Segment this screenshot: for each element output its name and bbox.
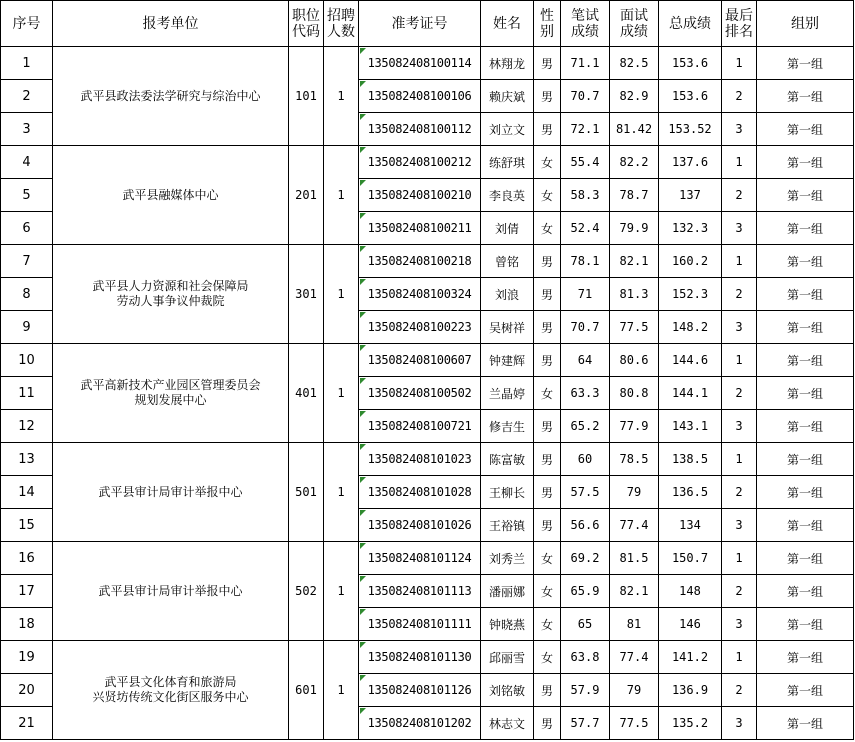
candidate-name-cell: 林翔龙 [481, 47, 534, 80]
exam-number-cell: 135082408101126 [359, 674, 481, 707]
unit-cell [53, 344, 289, 443]
written-score-cell: 57.5 [561, 476, 610, 509]
written-score-cell: 64 [561, 344, 610, 377]
total-score-cell: 136.5 [659, 476, 722, 509]
written-score-cell: 71 [561, 278, 610, 311]
header-rank: 最后 排名 [722, 1, 757, 47]
total-score-cell: 146 [659, 608, 722, 641]
seq-cell: 6 [1, 212, 53, 245]
table-row [1, 443, 854, 476]
table-row [1, 146, 854, 179]
header-group: 组别 [757, 1, 854, 47]
table-row [1, 344, 854, 377]
rank-cell: 1 [722, 47, 757, 80]
unit-name-line: 武平高新技术产业园区管理委员会 [80, 378, 261, 392]
exam-number-cell: 135082408101113 [359, 575, 481, 608]
candidate-name-cell: 刘浪 [481, 278, 534, 311]
seq-cell: 12 [1, 410, 53, 443]
gender-cell: 女 [534, 212, 561, 245]
written-score-cell: 60 [561, 443, 610, 476]
rank-cell: 2 [722, 179, 757, 212]
rank-cell: 3 [722, 410, 757, 443]
candidate-name-cell: 赖庆斌 [481, 80, 534, 113]
exam-number-cell: 135082408100502 [359, 377, 481, 410]
hire-count-cell: 1 [324, 146, 359, 245]
interview-score-cell: 81.42 [610, 113, 659, 146]
interview-score-cell: 81 [610, 608, 659, 641]
written-score-cell: 57.9 [561, 674, 610, 707]
candidate-name-cell: 刘秀兰 [481, 542, 534, 575]
gender-cell: 男 [534, 344, 561, 377]
rank-cell: 1 [722, 641, 757, 674]
total-score-cell: 143.1 [659, 410, 722, 443]
exam-number-cell: 135082408100114 [359, 47, 481, 80]
interview-score-cell: 79.9 [610, 212, 659, 245]
rank-cell: 2 [722, 674, 757, 707]
rank-cell: 2 [722, 575, 757, 608]
candidate-name-cell: 刘倩 [481, 212, 534, 245]
group-cell: 第一组 [757, 311, 854, 344]
header-written: 笔试 成绩 [561, 1, 610, 47]
written-score-cell: 65.2 [561, 410, 610, 443]
gender-cell: 男 [534, 476, 561, 509]
interview-score-cell: 79 [610, 674, 659, 707]
candidate-name-cell: 王柳长 [481, 476, 534, 509]
group-cell: 第一组 [757, 641, 854, 674]
group-cell: 第一组 [757, 707, 854, 740]
gender-cell: 男 [534, 674, 561, 707]
rank-cell: 1 [722, 443, 757, 476]
interview-score-cell: 80.6 [610, 344, 659, 377]
post-code-cell: 201 [289, 146, 324, 245]
unit-name-line: 武平县文化体育和旅游局 [104, 675, 237, 689]
interview-score-cell: 78.5 [610, 443, 659, 476]
unit-cell [53, 146, 289, 245]
exam-number-cell: 135082408100210 [359, 179, 481, 212]
hire-count-cell: 1 [324, 641, 359, 740]
gender-cell: 女 [534, 377, 561, 410]
total-score-cell: 152.3 [659, 278, 722, 311]
seq-cell: 9 [1, 311, 53, 344]
unit-name-line: 武平县审计局审计举报中心 [98, 583, 243, 598]
group-cell: 第一组 [757, 509, 854, 542]
written-score-cell: 72.1 [561, 113, 610, 146]
candidate-name-cell: 陈富敏 [481, 443, 534, 476]
header-hire-count: 招聘 人数 [324, 1, 359, 47]
unit-cell [53, 542, 289, 641]
group-cell: 第一组 [757, 443, 854, 476]
gender-cell: 男 [534, 443, 561, 476]
seq-cell: 16 [1, 542, 53, 575]
header-seq: 序号 [1, 1, 53, 47]
table-row [1, 245, 854, 278]
rank-cell: 2 [722, 80, 757, 113]
gender-cell: 女 [534, 542, 561, 575]
gender-cell: 女 [534, 608, 561, 641]
rank-cell: 3 [722, 608, 757, 641]
candidate-name-cell: 修吉生 [481, 410, 534, 443]
group-cell: 第一组 [757, 377, 854, 410]
rank-cell: 2 [722, 377, 757, 410]
written-score-cell: 58.3 [561, 179, 610, 212]
hire-count-cell: 1 [324, 344, 359, 443]
candidate-name-cell: 李良英 [481, 179, 534, 212]
unit-cell [53, 641, 289, 740]
exam-number-cell: 135082408100212 [359, 146, 481, 179]
seq-cell: 2 [1, 80, 53, 113]
header-total: 总成绩 [659, 1, 722, 47]
total-score-cell: 135.2 [659, 707, 722, 740]
seq-cell: 10 [1, 344, 53, 377]
post-code-cell: 301 [289, 245, 324, 344]
seq-cell: 18 [1, 608, 53, 641]
candidate-name-cell: 钟晓燕 [481, 608, 534, 641]
exam-number-cell: 135082408100211 [359, 212, 481, 245]
exam-number-cell: 135082408100106 [359, 80, 481, 113]
interview-score-cell: 82.9 [610, 80, 659, 113]
rank-cell: 1 [722, 542, 757, 575]
group-cell: 第一组 [757, 146, 854, 179]
written-score-cell: 57.7 [561, 707, 610, 740]
written-score-cell: 78.1 [561, 245, 610, 278]
seq-cell: 13 [1, 443, 53, 476]
total-score-cell: 137 [659, 179, 722, 212]
total-score-cell: 137.6 [659, 146, 722, 179]
exam-number-cell: 135082408100607 [359, 344, 481, 377]
candidate-name-cell: 钟建辉 [481, 344, 534, 377]
rank-cell: 1 [722, 245, 757, 278]
gender-cell: 女 [534, 641, 561, 674]
seq-cell: 7 [1, 245, 53, 278]
header-unit: 报考单位 [53, 1, 289, 47]
group-cell: 第一组 [757, 476, 854, 509]
gender-cell: 男 [534, 410, 561, 443]
total-score-cell: 144.1 [659, 377, 722, 410]
exam-number-cell: 135082408101111 [359, 608, 481, 641]
hire-count-cell: 1 [324, 47, 359, 146]
total-score-cell: 144.6 [659, 344, 722, 377]
total-score-cell: 136.9 [659, 674, 722, 707]
group-cell: 第一组 [757, 344, 854, 377]
group-cell: 第一组 [757, 575, 854, 608]
interview-score-cell: 77.9 [610, 410, 659, 443]
group-cell: 第一组 [757, 278, 854, 311]
gender-cell: 男 [534, 707, 561, 740]
seq-cell: 1 [1, 47, 53, 80]
exam-number-cell: 135082408100324 [359, 278, 481, 311]
post-code-cell: 501 [289, 443, 324, 542]
gender-cell: 男 [534, 113, 561, 146]
interview-score-cell: 82.1 [610, 575, 659, 608]
gender-cell: 男 [534, 80, 561, 113]
total-score-cell: 148.2 [659, 311, 722, 344]
hire-count-cell: 1 [324, 245, 359, 344]
interview-score-cell: 82.2 [610, 146, 659, 179]
table-row [1, 542, 854, 575]
gender-cell: 女 [534, 179, 561, 212]
seq-cell: 17 [1, 575, 53, 608]
candidate-name-cell: 邱丽雪 [481, 641, 534, 674]
total-score-cell: 160.2 [659, 245, 722, 278]
seq-cell: 11 [1, 377, 53, 410]
written-score-cell: 70.7 [561, 311, 610, 344]
post-code-cell: 601 [289, 641, 324, 740]
rank-cell: 1 [722, 146, 757, 179]
total-score-cell: 132.3 [659, 212, 722, 245]
unit-cell [53, 47, 289, 146]
interview-score-cell: 82.5 [610, 47, 659, 80]
rank-cell: 3 [722, 113, 757, 146]
hire-count-cell: 1 [324, 542, 359, 641]
rank-cell: 2 [722, 278, 757, 311]
written-score-cell: 52.4 [561, 212, 610, 245]
header-interview: 面试 成绩 [610, 1, 659, 47]
seq-cell: 8 [1, 278, 53, 311]
group-cell: 第一组 [757, 80, 854, 113]
exam-number-cell: 135082408100218 [359, 245, 481, 278]
gender-cell: 男 [534, 311, 561, 344]
rank-cell: 3 [722, 311, 757, 344]
exam-number-cell: 135082408101028 [359, 476, 481, 509]
exam-number-cell: 135082408101202 [359, 707, 481, 740]
seq-cell: 19 [1, 641, 53, 674]
group-cell: 第一组 [757, 674, 854, 707]
total-score-cell: 153.6 [659, 47, 722, 80]
group-cell: 第一组 [757, 212, 854, 245]
unit-cell [53, 443, 289, 542]
written-score-cell: 63.3 [561, 377, 610, 410]
exam-number-cell: 135082408100112 [359, 113, 481, 146]
unit-name-line: 武平县政法委法学研究与综治中心 [80, 88, 261, 103]
seq-cell: 21 [1, 707, 53, 740]
written-score-cell: 63.8 [561, 641, 610, 674]
rank-cell: 1 [722, 344, 757, 377]
header-post-code: 职位 代码 [289, 1, 324, 47]
candidate-name-cell: 林志文 [481, 707, 534, 740]
written-score-cell: 71.1 [561, 47, 610, 80]
unit-name-line: 兴贤坊传统文化街区服务中心 [92, 690, 249, 704]
group-cell: 第一组 [757, 410, 854, 443]
exam-number-cell: 135082408100223 [359, 311, 481, 344]
written-score-cell: 55.4 [561, 146, 610, 179]
gender-cell: 男 [534, 245, 561, 278]
exam-number-cell: 135082408101130 [359, 641, 481, 674]
table-row [1, 641, 854, 674]
gender-cell: 女 [534, 575, 561, 608]
gender-cell: 男 [534, 47, 561, 80]
seq-cell: 14 [1, 476, 53, 509]
total-score-cell: 153.6 [659, 80, 722, 113]
group-cell: 第一组 [757, 245, 854, 278]
seq-cell: 4 [1, 146, 53, 179]
interview-score-cell: 81.3 [610, 278, 659, 311]
group-cell: 第一组 [757, 113, 854, 146]
post-code-cell: 502 [289, 542, 324, 641]
candidate-name-cell: 曾铭 [481, 245, 534, 278]
unit-cell [53, 245, 289, 344]
candidate-name-cell: 刘铭敏 [481, 674, 534, 707]
exam-number-cell: 135082408101124 [359, 542, 481, 575]
hire-count-cell: 1 [324, 443, 359, 542]
written-score-cell: 65 [561, 608, 610, 641]
unit-name-line: 武平县融媒体中心 [122, 187, 219, 202]
candidate-name-cell: 吴树祥 [481, 311, 534, 344]
unit-name-line: 规划发展中心 [134, 393, 207, 407]
total-score-cell: 138.5 [659, 443, 722, 476]
total-score-cell: 134 [659, 509, 722, 542]
candidate-name-cell: 练舒琪 [481, 146, 534, 179]
gender-cell: 男 [534, 278, 561, 311]
seq-cell: 20 [1, 674, 53, 707]
gender-cell: 男 [534, 509, 561, 542]
candidate-name-cell: 王裕镇 [481, 509, 534, 542]
written-score-cell: 65.9 [561, 575, 610, 608]
header-gender: 性 别 [534, 1, 561, 47]
unit-name-line: 武平县审计局审计举报中心 [98, 484, 243, 499]
gender-cell: 女 [534, 146, 561, 179]
interview-score-cell: 79 [610, 476, 659, 509]
post-code-cell: 401 [289, 344, 324, 443]
unit-name-line: 武平县人力资源和社会保障局 [92, 279, 249, 293]
header-exam-no: 准考证号 [359, 1, 481, 47]
seq-cell: 5 [1, 179, 53, 212]
group-cell: 第一组 [757, 179, 854, 212]
rank-cell: 3 [722, 212, 757, 245]
interview-score-cell: 77.5 [610, 311, 659, 344]
header-name: 姓名 [481, 1, 534, 47]
table-row [1, 47, 854, 80]
candidate-name-cell: 刘立文 [481, 113, 534, 146]
total-score-cell: 150.7 [659, 542, 722, 575]
interview-score-cell: 82.1 [610, 245, 659, 278]
interview-score-cell: 78.7 [610, 179, 659, 212]
total-score-cell: 153.52 [659, 113, 722, 146]
total-score-cell: 148 [659, 575, 722, 608]
seq-cell: 15 [1, 509, 53, 542]
interview-score-cell: 77.4 [610, 641, 659, 674]
written-score-cell: 56.6 [561, 509, 610, 542]
unit-name-line: 劳动人事争议仲裁院 [116, 294, 225, 308]
interview-score-cell: 80.8 [610, 377, 659, 410]
rank-cell: 3 [722, 707, 757, 740]
candidate-name-cell: 兰晶婷 [481, 377, 534, 410]
seq-cell: 3 [1, 113, 53, 146]
rank-cell: 2 [722, 476, 757, 509]
exam-number-cell: 135082408100721 [359, 410, 481, 443]
written-score-cell: 70.7 [561, 80, 610, 113]
rank-cell: 3 [722, 509, 757, 542]
candidate-name-cell: 潘丽娜 [481, 575, 534, 608]
table-body [1, 47, 854, 740]
header-row [1, 1, 854, 47]
exam-number-cell: 135082408101026 [359, 509, 481, 542]
interview-score-cell: 77.5 [610, 707, 659, 740]
group-cell: 第一组 [757, 47, 854, 80]
post-code-cell: 101 [289, 47, 324, 146]
total-score-cell: 141.2 [659, 641, 722, 674]
group-cell: 第一组 [757, 608, 854, 641]
interview-score-cell: 81.5 [610, 542, 659, 575]
exam-number-cell: 135082408101023 [359, 443, 481, 476]
written-score-cell: 69.2 [561, 542, 610, 575]
group-cell: 第一组 [757, 542, 854, 575]
interview-score-cell: 77.4 [610, 509, 659, 542]
